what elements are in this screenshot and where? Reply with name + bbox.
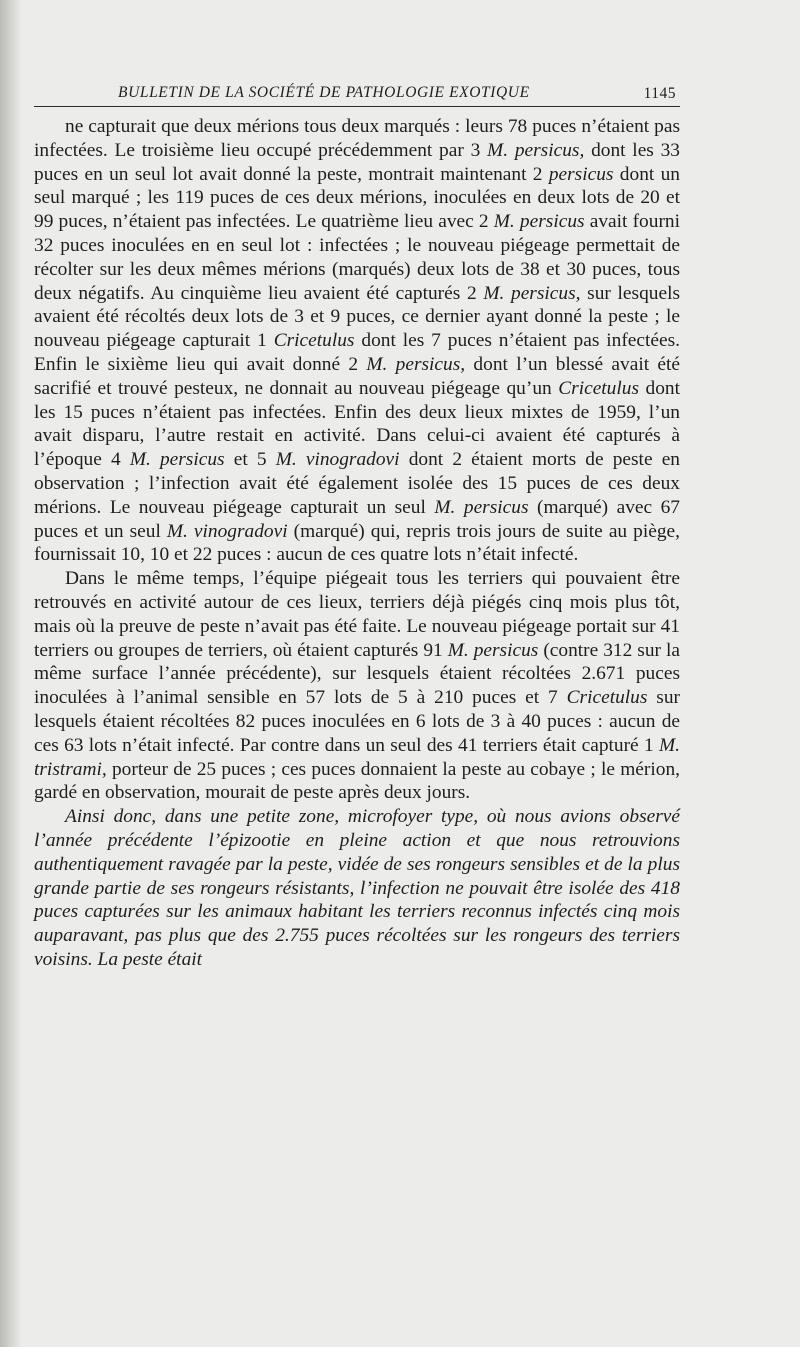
italic-term: M. vinogradovi (166, 520, 288, 542)
page-number: 1145 (643, 85, 676, 102)
italic-term: M. tristrami, (34, 734, 680, 780)
text-run: dont les 15 puces n’étaient pas infectées. Enfin des deux lieux mixtes de 1959, l’un avait disparu, l’autre restait en activité. Dans celui-ci avaient été capturés à l’époque 4 (34, 377, 680, 471)
text-run: avait fourni 32 puces inoculées en en seul lot : infectées ; le nouveau piégeage permettait de récolter sur les deux mêmes mérions (marqués) deux lots de 38 et 30 puces, tous deux négatifs. Au cinquième lieu avaient été capturés 2 (34, 211, 680, 304)
text-run: (marqué) avec 67 puces et un seul (34, 496, 680, 542)
italic-term: Ainsi donc, dans une petite zone, microfoyer type, où nous avions observé l’année précédente l’épizootie en pleine action et que nous retrouvions authentiquement ravagée par la peste, vidée de ses rongeurs sensibles et de la plus grande partie de ses rongeurs résistants, l’infection ne pouvait être isolée des 418 puces capturées sur les animaux habitant les terriers reconnus infectés cinq mois auparavant, pas plus que des 2.755 puces récoltées sur les rongeurs des terriers voisins. La peste était (34, 806, 680, 970)
paragraph-burrow-trapping (34, 567, 680, 805)
italic-term: M. persicus (129, 449, 225, 471)
document-page (34, 80, 680, 972)
text-run: (contre 312 sur la même surface l’année précédente), sur lesquels étaient récoltées 2.671 puces inoculées à l’animal sensible en 57 lots de 5 à 210 puces et 7 (34, 639, 680, 709)
italic-term: M. persicus (447, 639, 539, 661)
text-run: (marqué) qui, repris trois jours de suite au piège, fournissait 10, 10 et 22 puces : aucun de ces quatre lots n’était infecté. (34, 520, 680, 566)
binding-shadow (0, 0, 22, 1347)
text-run: sur lesquels avaient été récoltés deux lots de 3 et 9 puces, ce dernier ayant donné la peste ; le nouveau piégeage capturait 1 (34, 282, 680, 352)
text-run: sur lesquels étaient récoltées 82 puces inoculées en 6 lots de 3 à 40 puces : aucun de ces 63 lots n’était infecté. Par contre dans un seul des 41 terriers était capturé 1 (34, 687, 680, 756)
text-run: dont les 33 puces en un seul lot avait donné la peste, montrait maintenant 2 (34, 139, 680, 185)
italic-term: Cricetulus (558, 377, 640, 399)
italic-term: M. vinogradovi (275, 449, 400, 471)
italic-term: Cricetulus (566, 687, 648, 709)
text-run: dont l’un blessé avait été sacrifié et trouvé pesteux, ne donnait au nouveau piégeage qu’un (34, 353, 680, 399)
italic-term: M. persicus, (483, 282, 581, 304)
italic-term: persicus (548, 163, 614, 185)
body-text (34, 115, 680, 972)
text-run: dont 2 étaient morts de peste en observation ; l’infection avait été également isolée des 15 puces de ces deux mérions. Le nouveau piégeage capturait un seul (34, 449, 680, 518)
running-header (34, 80, 680, 107)
text-run: Dans le même temps, l’équipe piégeait tous les terriers qui pouvaient être retrouvés en activité autour de ces lieux, terriers déjà piégés cinq mois plus tôt, mais où la preuve de peste n’avait pas été faite. Le nouveau piégeage portait sur 41 terriers ou groupes de terriers, où étaient capturés 91 (34, 568, 680, 661)
italic-term: M. persicus, (366, 353, 466, 375)
text-run: dont un seul marqué ; les 119 puces de ces deux mérions, inoculées en deux lots de 20 et 99 puces, n’étaient pas infectées. Le quatrième lieu avec 2 (34, 163, 680, 233)
italic-term: M. persicus (434, 496, 529, 518)
paragraph-field-report (34, 115, 680, 567)
text-run: ne capturait que deux mérions tous deux marqués : leurs 78 puces n’étaient pas infectées. Le troisième lieu occupé précédemment par 3 (34, 116, 680, 161)
text-run: porteur de 25 puces ; ces puces donnaient la peste au cobaye ; le mérion, gardé en observation, mourait de peste après deux jours. (34, 758, 680, 804)
italic-term: Cricetulus (273, 330, 355, 352)
paragraph-conclusion (34, 805, 680, 972)
italic-term: M. persicus (493, 211, 585, 233)
italic-term: M. persicus, (487, 139, 585, 161)
journal-title: BULLETIN DE LA SOCIÉTÉ DE PATHOLOGIE EXOTIQUE (118, 84, 530, 101)
text-run: et 5 (224, 449, 276, 471)
text-run: dont les 7 puces n’étaient pas infectées. Enfin le sixième lieu qui avait donné 2 (34, 330, 680, 375)
